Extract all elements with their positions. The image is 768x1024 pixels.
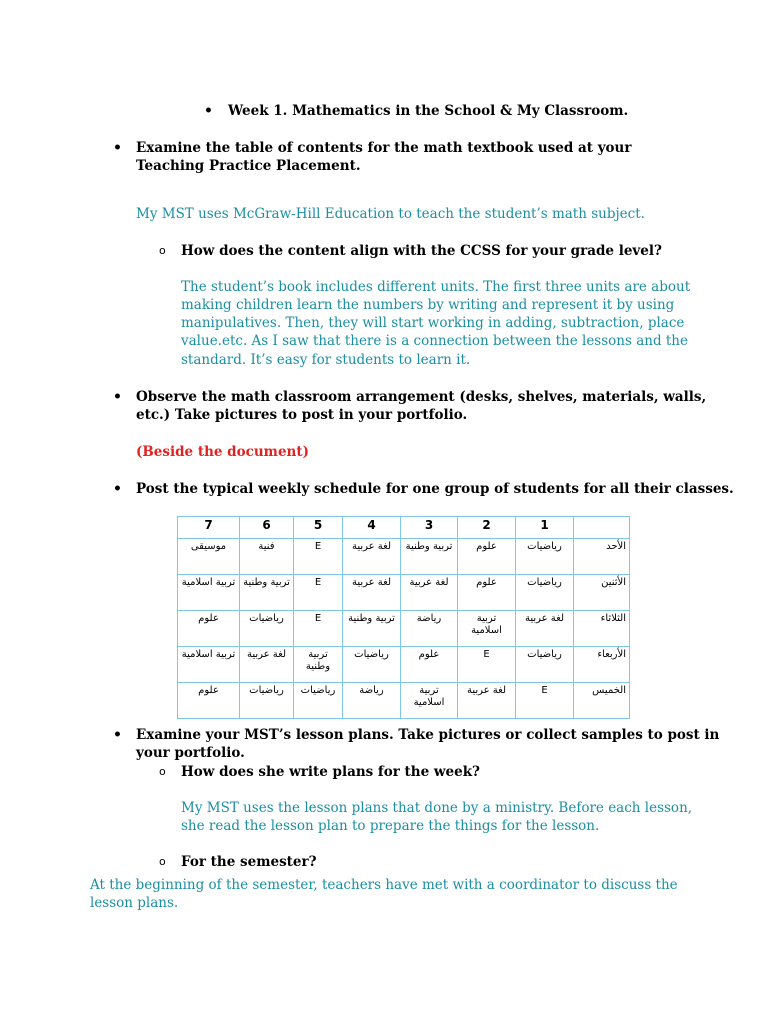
schedule-cell: موسيقى [178,539,240,575]
section4-subanswer2-line: At the beginning of the semester, teachers have met with a coordinator to discuss the [90,877,678,893]
schedule-cell: تربية وطنية [240,575,294,611]
schedule-cell: E [294,611,343,647]
schedule-cell: تربية اسلامية [178,647,240,683]
weekly-schedule-table [177,516,630,719]
bullet-marker: • [113,389,122,405]
section4-subanswer1-line: she read the lesson plan to prepare the things for the lesson. [181,818,600,834]
schedule-cell: تربية وطنية [294,647,343,683]
schedule-cell: رياضيات [516,647,574,683]
sub-bullet-marker: o [159,855,166,868]
subanswer-line: value.etc. As I saw that there is a connection between the lessons and the [181,333,688,349]
schedule-row [178,611,630,647]
schedule-cell: فنية [240,539,294,575]
section2-prompt-line: Observe the math classroom arrangement (desks, shelves, materials, walls, [136,389,707,405]
schedule-cell: رياضيات [516,539,574,575]
schedule-cell: رياضة [343,683,401,719]
section2-prompt-line: etc.) Take pictures to post in your portfolio. [136,407,468,423]
section4-subquestion2: For the semester? [181,854,317,870]
schedule-cell: رياضيات [516,575,574,611]
subanswer-line: The student’s book includes different units. The first three units are about [181,279,691,295]
schedule-cell: علوم [458,539,516,575]
schedule-row [178,539,630,575]
schedule-cell: رياضة [401,611,458,647]
section1-answer: My MST uses McGraw-Hill Education to teach the student’s math subject. [136,206,645,222]
period-header: 2 [458,517,516,539]
schedule-day: الأثنين [574,575,630,611]
bullet-marker: • [113,481,122,497]
bullet-marker: • [113,140,122,156]
schedule-day: الأربعاء [574,647,630,683]
schedule-cell: تربية اسلامية [458,611,516,647]
schedule-cell: لغة عربية [458,683,516,719]
schedule-cell: علوم [178,683,240,719]
sub-bullet-marker: o [159,765,166,778]
sub-bullet-marker: o [159,244,166,257]
schedule-day: الأحد [574,539,630,575]
schedule-day: الثلاثاء [574,611,630,647]
bullet-marker: • [204,103,213,119]
schedule-cell: تربية اسلامية [401,683,458,719]
schedule-cell: تربية وطنية [401,539,458,575]
period-header: 5 [294,517,343,539]
section1-prompt: Examine the table of contents for the math textbook used at your Teaching Practice Placement. [136,140,632,174]
subanswer-line: standard. It’s easy for students to learn it. [181,352,471,368]
schedule-cell: لغة عربية [343,575,401,611]
bullet-marker: • [113,727,122,743]
section2-note: (Beside the document) [136,444,309,460]
schedule-cell: علوم [458,575,516,611]
schedule-header-row [178,517,630,539]
schedule-cell: E [516,683,574,719]
schedule-cell: تربية اسلامية [178,575,240,611]
day-header [574,517,630,539]
schedule-cell: رياضيات [294,683,343,719]
section4-prompt-line: your portfolio. [136,745,245,761]
schedule-cell: لغة عربية [401,575,458,611]
schedule-row [178,683,630,719]
schedule-day: الخميس [574,683,630,719]
section4-subquestion1: How does she write plans for the week? [181,764,480,780]
week-heading: Week 1. Mathematics in the School & My Classroom. [228,103,629,119]
schedule-cell: رياضيات [240,683,294,719]
schedule-row [178,575,630,611]
schedule-cell: لغة عربية [516,611,574,647]
schedule-cell: E [294,575,343,611]
period-header: 3 [401,517,458,539]
schedule-cell: علوم [178,611,240,647]
section4-subanswer1-line: My MST uses the lesson plans that done by a ministry. Before each lesson, [181,800,693,816]
schedule-cell: رياضيات [240,611,294,647]
section3-prompt: Post the typical weekly schedule for one group of students for all their classes. [136,481,734,497]
schedule-cell: E [294,539,343,575]
schedule-cell: علوم [401,647,458,683]
section4-prompt-line: Examine your MST’s lesson plans. Take pictures or collect samples to post in [136,727,720,743]
section4-subanswer2-line: lesson plans. [90,895,179,911]
schedule-row [178,647,630,683]
section1-subquestion: How does the content align with the CCSS for your grade level? [181,243,662,259]
period-header: 7 [178,517,240,539]
schedule-cell: رياضيات [343,647,401,683]
subanswer-line: making children learn the numbers by writing and represent it by using [181,297,675,313]
period-header: 1 [516,517,574,539]
schedule-cell: E [458,647,516,683]
period-header: 6 [240,517,294,539]
schedule-cell: لغة عربية [240,647,294,683]
subanswer-line: manipulatives. Then, they will start working in adding, subtraction, place [181,315,685,331]
period-header: 4 [343,517,401,539]
schedule-cell: لغة عربية [343,539,401,575]
schedule-cell: تربية وطنية [343,611,401,647]
